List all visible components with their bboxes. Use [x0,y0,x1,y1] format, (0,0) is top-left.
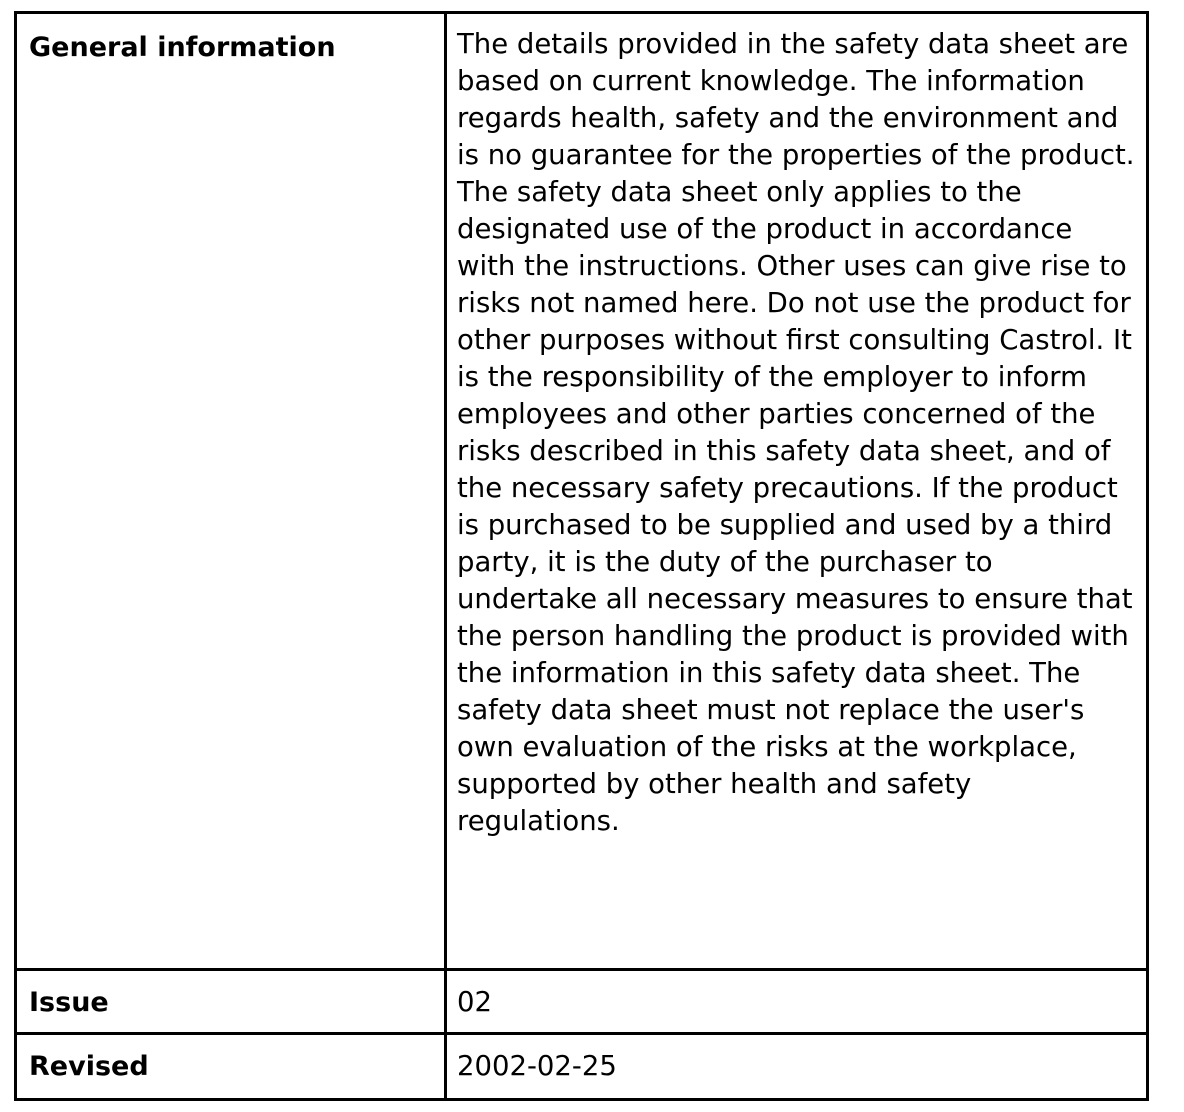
row-label: General information [16,13,446,970]
row-value: The details provided in the safety data sheet are based on current knowledge. The information regards health, safety and the environment and is no guarantee for the properties of the product. The safety data sheet only applies to the designated use of the product in accordance with the instructions. Other uses can give rise to risks not named here. Do not use the product for other purposes without first consulting Castrol. It is the responsibility of the employer to inform employees and other parties concerned of the risks described in this safety data sheet, and of the necessary safety precautions. If the product is purchased to be supplied and used by a third party, it is the duty of the purchaser to undertake all necessary measures to ensure that the person handling the product is provided with the information in this safety data sheet. The safety data sheet must not replace the user's own evaluation of the risks at the workplace, supported by other health and safety regulations. [446,13,1148,970]
row-value: 2002-02-25 [446,1034,1148,1100]
row-value: 02 [446,970,1148,1034]
row-label: Issue [16,970,446,1034]
table-row-issue [16,970,1148,1034]
row-label: Revised [16,1034,446,1100]
info-table [14,11,1149,1101]
table-row-revised [16,1034,1148,1100]
table-row-general-information [16,13,1148,970]
